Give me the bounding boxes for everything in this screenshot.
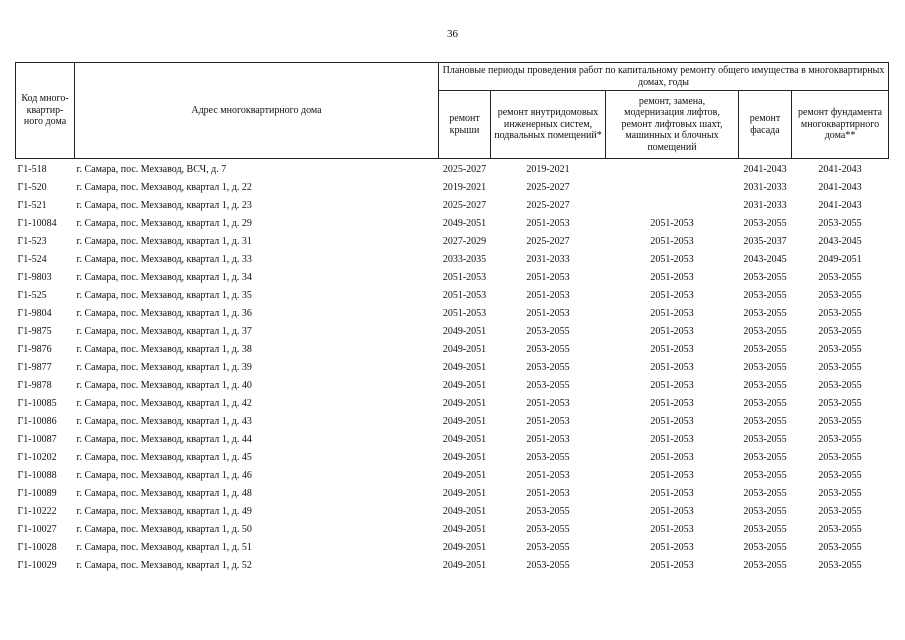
cell-address: г. Самара, пос. Мехзавод, квартал 1, д. 34 [76,271,252,283]
cell-foundation: 2053-2055 [818,325,862,337]
cell-facade: 2053-2055 [743,415,787,427]
cell-systems: 2053-2055 [526,379,570,391]
cell-facade: 2053-2055 [743,487,787,499]
cell-systems: 2053-2055 [526,451,570,463]
table-row [16,214,889,232]
header-facade: ремонт фасада [739,91,792,159]
cell-lifts: 2051-2053 [650,307,694,319]
cell-code: Г1-10222 [17,505,57,517]
cell-facade: 2053-2055 [743,397,787,409]
cell-systems: 2051-2053 [526,433,570,445]
cell-lifts [606,196,739,214]
cell-facade: 2035-2037 [743,235,787,247]
table-row [16,502,889,520]
cell-foundation: 2053-2055 [818,523,862,535]
cell-foundation: 2053-2055 [818,379,862,391]
table-row [16,430,889,448]
cell-address: г. Самара, пос. Мехзавод, квартал 1, д. 29 [76,217,252,229]
cell-lifts: 2051-2053 [650,541,694,553]
cell-code: Г1-10202 [17,451,57,463]
table-row [16,159,889,179]
table-row [16,178,889,196]
cell-systems: 2053-2055 [526,343,570,355]
cell-facade: 2053-2055 [743,343,787,355]
header-address: Адрес многоквартирного дома [75,63,439,159]
cell-code: Г1-10085 [17,397,57,409]
cell-foundation: 2041-2043 [818,181,862,193]
cell-lifts: 2051-2053 [650,397,694,409]
cell-lifts [606,178,739,196]
cell-lifts: 2051-2053 [650,325,694,337]
cell-address: г. Самара, пос. Мехзавод, квартал 1, д. 23 [76,199,252,211]
cell-roof: 2049-2051 [442,469,487,481]
cell-address: г. Самара, пос. Мехзавод, квартал 1, д. 51 [76,541,252,553]
cell-facade: 2053-2055 [743,361,787,373]
table-row [16,412,889,430]
table-row [16,484,889,502]
cell-lifts: 2051-2053 [650,559,694,571]
cell-foundation: 2053-2055 [818,433,862,445]
cell-address: г. Самара, пос. Мехзавод, квартал 1, д. 42 [76,397,252,409]
cell-code: Г1-518 [17,163,47,175]
table-row [16,286,889,304]
cell-facade: 2053-2055 [743,271,787,283]
cell-systems: 2051-2053 [526,415,570,427]
cell-roof: 2049-2051 [442,541,487,553]
cell-roof: 2049-2051 [442,343,487,355]
cell-lifts: 2051-2053 [650,451,694,463]
cell-address: г. Самара, пос. Мехзавод, квартал 1, д. 48 [76,487,252,499]
cell-address: г. Самара, пос. Мехзавод, квартал 1, д. 52 [76,559,252,571]
table-row [16,268,889,286]
cell-roof: 2049-2051 [442,361,487,373]
cell-address: г. Самара, пос. Мехзавод, квартал 1, д. 46 [76,469,252,481]
cell-code: Г1-525 [17,289,47,301]
cell-facade: 2053-2055 [743,505,787,517]
cell-code: Г1-523 [17,235,47,247]
cell-systems: 2031-2033 [526,253,570,265]
table-row [16,556,889,574]
cell-code: Г1-9803 [17,271,52,283]
cell-systems: 2019-2021 [526,163,570,175]
cell-code: Г1-10087 [17,433,57,445]
cell-foundation: 2041-2043 [818,199,862,211]
cell-facade: 2053-2055 [743,469,787,481]
cell-roof: 2049-2051 [442,397,487,409]
cell-lifts: 2051-2053 [650,523,694,535]
cell-code: Г1-521 [17,199,47,211]
cell-code: Г1-10089 [17,487,57,499]
cell-roof: 2049-2051 [442,451,487,463]
cell-lifts: 2051-2053 [650,271,694,283]
cell-facade: 2053-2055 [743,379,787,391]
cell-address: г. Самара, пос. Мехзавод, квартал 1, д. 35 [76,289,252,301]
cell-foundation: 2053-2055 [818,559,862,571]
cell-address: г. Самара, пос. Мехзавод, квартал 1, д. 50 [76,523,252,535]
header-code: Код много-квартир-ного дома [16,63,75,159]
capital-repair-table [15,62,889,574]
cell-code: Г1-9878 [17,379,52,391]
cell-facade: 2053-2055 [743,451,787,463]
cell-code: Г1-10086 [17,415,57,427]
header-lifts: ремонт, замена, модернизация лифтов, ремонт лифтовых шахт, машинных и блочных помещений [606,91,739,159]
cell-roof: 2049-2051 [442,505,487,517]
cell-roof: 2049-2051 [442,433,487,445]
cell-foundation: 2053-2055 [818,289,862,301]
cell-lifts: 2051-2053 [650,235,694,247]
cell-foundation: 2053-2055 [818,397,862,409]
cell-foundation: 2053-2055 [818,505,862,517]
cell-code: Г1-524 [17,253,47,265]
cell-facade: 2053-2055 [743,433,787,445]
cell-roof: 2025-2027 [442,163,487,175]
table-row [16,322,889,340]
header-periods: Плановые периоды проведения работ по капитальному ремонту общего имущества в многоквартирных домах, годы [439,63,889,91]
cell-systems: 2053-2055 [526,325,570,337]
cell-systems: 2025-2027 [526,235,570,247]
table-row [16,358,889,376]
cell-address: г. Самара, пос. Мехзавод, квартал 1, д. 40 [76,379,252,391]
cell-address: г. Самара, пос. Мехзавод, квартал 1, д. 36 [76,307,252,319]
cell-facade: 2041-2043 [743,163,787,175]
table-row [16,232,889,250]
cell-roof: 2049-2051 [442,523,487,535]
header-systems: ремонт внутридомовых инженерных систем, подвальных помещений* [491,91,606,159]
cell-lifts: 2051-2053 [650,487,694,499]
cell-facade: 2053-2055 [743,325,787,337]
table-row [16,376,889,394]
cell-address: г. Самара, пос. Мехзавод, квартал 1, д. 44 [76,433,252,445]
table-row [16,340,889,358]
cell-roof: 2049-2051 [442,559,487,571]
cell-systems: 2051-2053 [526,397,570,409]
cell-facade: 2053-2055 [743,217,787,229]
page-number: 36 [447,28,458,40]
cell-systems: 2051-2053 [526,289,570,301]
table-row [16,520,889,538]
cell-roof: 2049-2051 [442,217,487,229]
cell-lifts: 2051-2053 [650,433,694,445]
cell-roof: 2019-2021 [442,181,487,193]
cell-code: Г1-10028 [17,541,57,553]
table-row [16,394,889,412]
cell-systems: 2053-2055 [526,523,570,535]
cell-facade: 2031-2033 [743,199,787,211]
cell-code: Г1-520 [17,181,47,193]
table-row [16,250,889,268]
header-roof: ремонт крыши [439,91,491,159]
cell-facade: 2053-2055 [743,289,787,301]
table-row [16,196,889,214]
cell-roof: 2049-2051 [442,487,487,499]
cell-systems: 2053-2055 [526,505,570,517]
cell-facade: 2053-2055 [743,307,787,319]
cell-facade: 2031-2033 [743,181,787,193]
cell-address: г. Самара, пос. Мехзавод, квартал 1, д. 38 [76,343,252,355]
cell-systems: 2051-2053 [526,487,570,499]
cell-lifts: 2051-2053 [650,379,694,391]
cell-systems: 2053-2055 [526,559,570,571]
table-body [16,159,889,575]
cell-lifts: 2051-2053 [650,343,694,355]
cell-code: Г1-9804 [17,307,52,319]
cell-address: г. Самара, пос. Мехзавод, квартал 1, д. 37 [76,325,252,337]
cell-facade: 2053-2055 [743,559,787,571]
cell-address: г. Самара, пос. Мехзавод, квартал 1, д. 49 [76,505,252,517]
cell-roof: 2051-2053 [442,271,487,283]
cell-code: Г1-10084 [17,217,57,229]
cell-foundation: 2043-2045 [818,235,862,247]
cell-foundation: 2053-2055 [818,307,862,319]
cell-lifts: 2051-2053 [650,361,694,373]
cell-systems: 2025-2027 [526,181,570,193]
cell-lifts: 2051-2053 [650,253,694,265]
cell-lifts [606,159,739,179]
cell-foundation: 2053-2055 [818,451,862,463]
cell-systems: 2053-2055 [526,541,570,553]
cell-lifts: 2051-2053 [650,217,694,229]
cell-systems: 2053-2055 [526,361,570,373]
cell-address: г. Самара, пос. Мехзавод, ВСЧ, д. 7 [76,163,227,175]
cell-code: Г1-9875 [17,325,52,337]
cell-lifts: 2051-2053 [650,415,694,427]
cell-code: Г1-10088 [17,469,57,481]
cell-foundation: 2053-2055 [818,217,862,229]
table-row [16,466,889,484]
cell-foundation: 2053-2055 [818,361,862,373]
cell-facade: 2053-2055 [743,523,787,535]
cell-lifts: 2051-2053 [650,289,694,301]
cell-address: г. Самара, пос. Мехзавод, квартал 1, д. 33 [76,253,252,265]
table-row [16,538,889,556]
table-row [16,304,889,322]
cell-roof: 2051-2053 [442,289,487,301]
cell-code: Г1-10027 [17,523,57,535]
cell-address: г. Самара, пос. Мехзавод, квартал 1, д. 43 [76,415,252,427]
header-foundation: ремонт фундамента многоквартирного дома** [792,91,889,159]
cell-code: Г1-9877 [17,361,52,373]
cell-roof: 2049-2051 [442,379,487,391]
cell-foundation: 2053-2055 [818,343,862,355]
cell-lifts: 2051-2053 [650,505,694,517]
cell-facade: 2043-2045 [743,253,787,265]
cell-systems: 2051-2053 [526,271,570,283]
cell-roof: 2049-2051 [442,415,487,427]
cell-address: г. Самара, пос. Мехзавод, квартал 1, д. 22 [76,181,252,193]
cell-roof: 2027-2029 [442,235,487,247]
cell-foundation: 2053-2055 [818,469,862,481]
cell-code: Г1-9876 [17,343,52,355]
cell-systems: 2025-2027 [526,199,570,211]
cell-foundation: 2053-2055 [818,271,862,283]
cell-address: г. Самара, пос. Мехзавод, квартал 1, д. 31 [76,235,252,247]
cell-roof: 2051-2053 [442,307,487,319]
cell-systems: 2051-2053 [526,307,570,319]
cell-foundation: 2053-2055 [818,487,862,499]
cell-systems: 2051-2053 [526,469,570,481]
cell-foundation: 2053-2055 [818,541,862,553]
cell-foundation: 2041-2043 [818,163,862,175]
cell-roof: 2033-2035 [442,253,487,265]
cell-address: г. Самара, пос. Мехзавод, квартал 1, д. 45 [76,451,252,463]
cell-lifts: 2051-2053 [650,469,694,481]
cell-code: Г1-10029 [17,559,57,571]
cell-address: г. Самара, пос. Мехзавод, квартал 1, д. 39 [76,361,252,373]
cell-roof: 2049-2051 [442,325,487,337]
cell-roof: 2025-2027 [442,199,487,211]
table-header [16,63,889,159]
cell-foundation: 2053-2055 [818,415,862,427]
cell-facade: 2053-2055 [743,541,787,553]
cell-foundation: 2049-2051 [818,253,862,265]
cell-systems: 2051-2053 [526,217,570,229]
table-row [16,448,889,466]
